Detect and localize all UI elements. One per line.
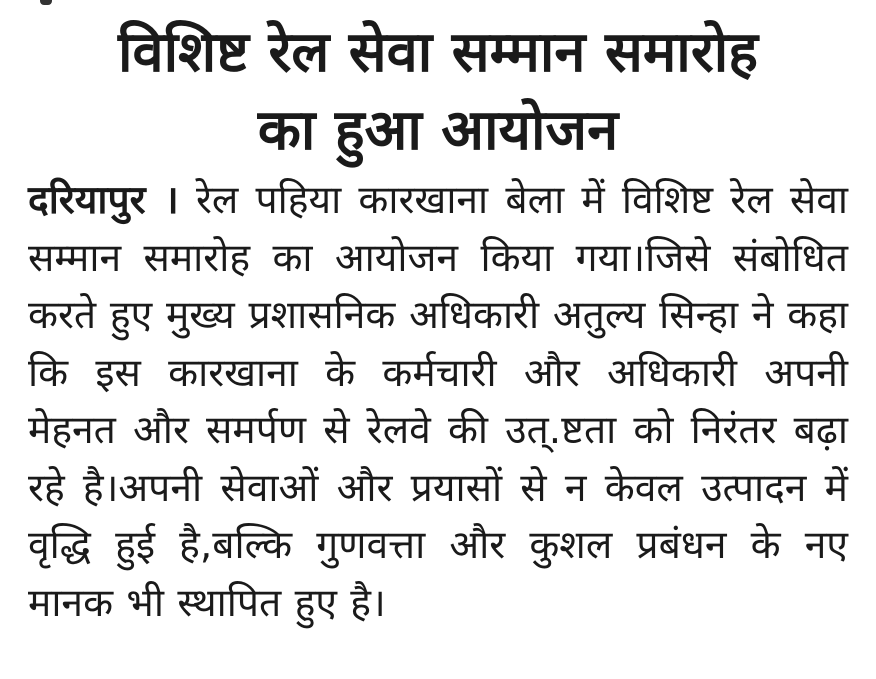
article-body	[0, 172, 876, 632]
dateline: दरियापुर ।	[28, 178, 179, 223]
headline	[0, 0, 876, 170]
clipping-edge-mark	[40, 0, 52, 5]
article-body-text: रेल पहिया कारखाना बेला में विशिष्ट रेल सेवा सम्मान समारोह का आयोजन किया गया।जिसे संबोधित करते हुए मुख्य प्रशासनिक अधिकारी अतुल्य सिन्हा ने कहा कि इस कारखाना के कर्मचारी और अधिकारी अपनी मेहनत और समर्पण से रेलवे की उत्.ष्टता को निरंतर बढ़ा रहे है।अपनी सेवाओं और प्रयासों से न केवल उत्पादन में वृद्धि हुई है,बल्कि गुणवत्ता और कुशल प्रबंधन के नए मानक भी स्थापित हुए है।	[28, 178, 848, 626]
headline-line-1: विशिष्ट रेल सेवा सम्मान समारोह	[118, 20, 758, 85]
headline-line-2: का हुआ आयोजन	[257, 98, 619, 163]
